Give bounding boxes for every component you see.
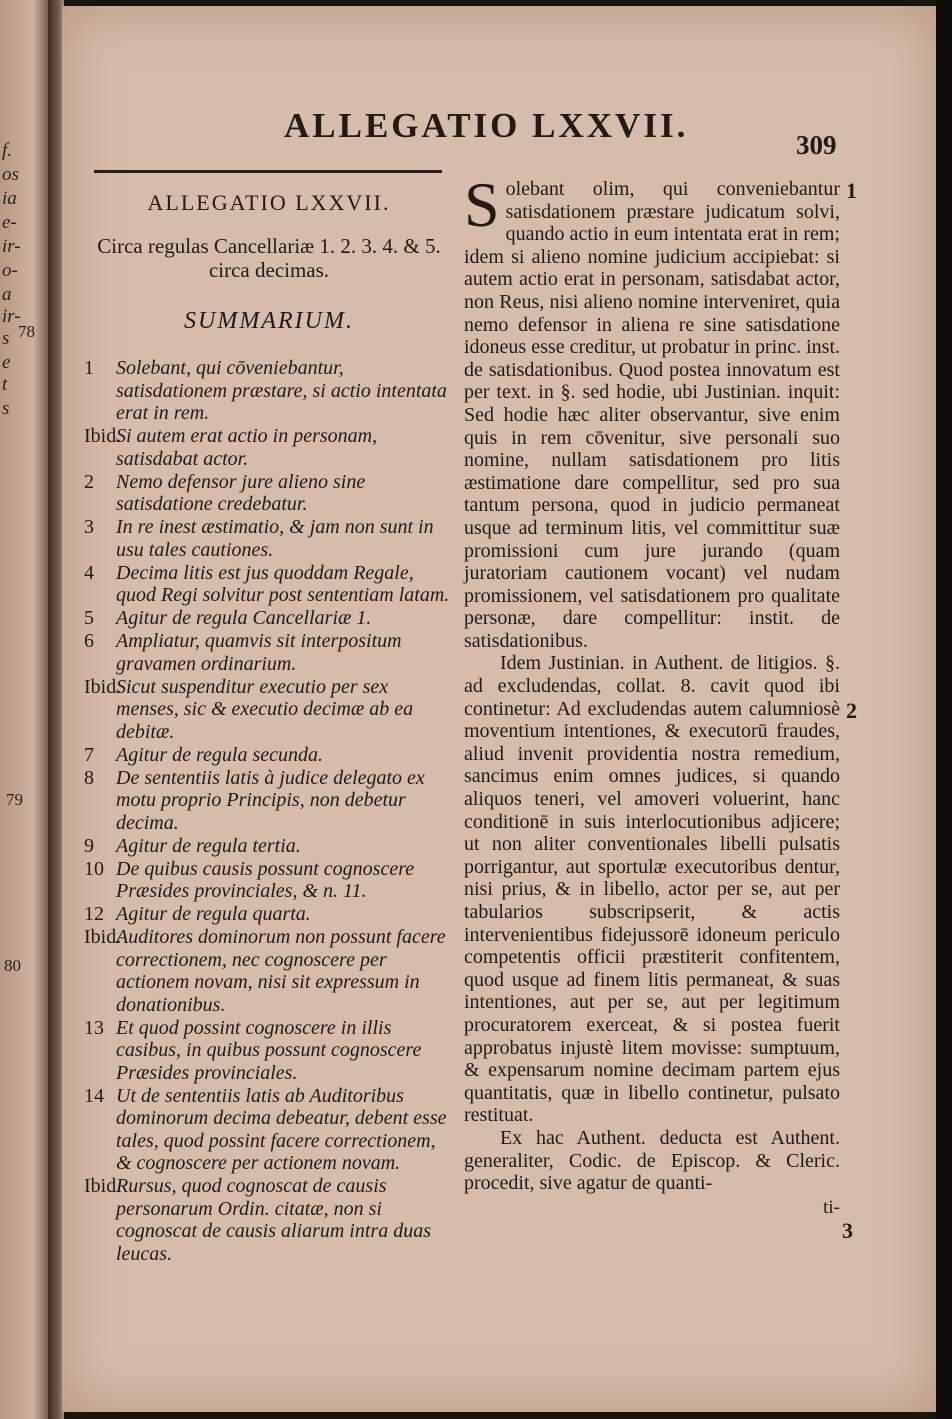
left-page-margin-number: 80 <box>4 956 21 975</box>
entry-text: De quibus causis possunt cognoscere Præsides provinciales, & n. 11. <box>116 857 415 902</box>
entry-number: 4 <box>84 561 94 584</box>
left-page-fragment: f. <box>2 140 13 161</box>
summary-entry <box>84 607 454 630</box>
summary-entry <box>84 676 454 744</box>
catchword: ti- <box>823 1196 840 1218</box>
summary-title: SUMMARIUM. <box>184 308 354 334</box>
entry-number: 2 <box>84 470 94 493</box>
entry-text: Auditores dominorum non possunt facere correctionem, nec cognoscere per actionem novam, nisi sit expressum in donationibus. <box>116 926 446 1016</box>
left-page-margin-number: 78 <box>18 322 35 341</box>
entry-number: 12 <box>84 903 104 925</box>
drop-cap: S <box>464 169 500 240</box>
left-page-margin-number: 79 <box>6 790 23 809</box>
header-rule <box>94 170 442 173</box>
left-page-fragment: t <box>2 374 8 395</box>
summary-entry <box>84 926 454 1016</box>
entry-text: Agitur de regula quarta. <box>116 903 311 925</box>
left-page-fragment: ia <box>2 188 17 209</box>
entry-number: 10 <box>84 857 104 880</box>
left-page-fragment: ir- <box>2 306 21 327</box>
entry-number: 9 <box>84 834 94 857</box>
chapter-subheading: Circa regulas Cancellariæ 1. 2. 3. 4. & 5. circa decimas. <box>97 234 441 282</box>
summary-entry <box>84 1085 454 1175</box>
entry-text: Decima litis est jus quoddam Regale, quod Regi solvitur post sententiam latam. <box>116 561 450 606</box>
entry-number: 7 <box>84 743 94 766</box>
summary-entry <box>84 562 454 607</box>
left-page-fragment: ir- <box>2 236 21 257</box>
summary-entry <box>84 471 454 516</box>
entry-number: 8 <box>84 766 94 789</box>
summary-entry <box>84 516 454 561</box>
entry-text: Agitur de regula secunda. <box>116 743 324 766</box>
summary-entry <box>84 767 454 835</box>
summary-entry <box>84 425 454 470</box>
left-page-fragment: o- <box>2 260 18 281</box>
entry-text: Ampliatur, quamvis sit interpositum gravamen ordinarium. <box>116 630 402 675</box>
left-page-fragment: e- <box>2 212 17 233</box>
paragraph: Idem Justinian. in Authent. de litigios. §. ad excludendas, collat. 8. cavit quod ibi continetur: Ad excludendas autem calumniosè moventium intentiones, & executorū fraudes, aliud invenit providentia nostra remedium, sancimus enim omnes judices, si quando aliquos teneri, vel amoveri voluerint, hanc conditionē in suis interlocutionibus adjicere; ut non aliter conventionales libelli pulsatis porrigantur, aut sportulæ executoribus dentur, nisi prius, & in libello, actor per se, aut per tabularios subscripserit, & actis intervenientibus fidejussorē idoneum periculo competentis officii præstiterit confitentem, quod usque ad finem litis permaneat, & suas intentiones, aut per se, aut per legitimum procuratorem exerceat, & si postea fuerit approbatus injustè litem movisse: sumptuum, & expensarum nomine decimam partem ejus quantitatis, quæ in libello continetur, pulsato restituat. <box>464 652 840 1127</box>
entry-number: Ibid. <box>84 1175 122 1197</box>
entry-text: Sicut suspenditur executio per sex menses, sic & executio decimæ ab ea debitæ. <box>116 675 414 743</box>
entry-text: Ut de sententiis latis ab Auditoribus dominorum decima debeatur, debent esse tales, quod possint facere correctionem, & cognoscere per actionem novam. <box>116 1084 447 1174</box>
summary-entry <box>84 835 454 858</box>
entry-text: De sententiis latis à judice delegato ex motu proprio Principis, non debetur decima. <box>116 766 425 834</box>
left-page-fragment: os <box>2 164 19 185</box>
summary-entry <box>84 630 454 675</box>
margin-number: 1 <box>846 178 857 203</box>
margin-number: 2 <box>846 698 857 723</box>
page-edge-shadow <box>936 0 952 1419</box>
summary-entry <box>84 744 454 767</box>
entry-text: Si autem erat actio in personam, satisdabat actor. <box>116 425 378 470</box>
entry-text: Et quod possint cognoscere in illis casibus, in quibus possunt cognoscere Præsides provinciales. <box>116 1016 422 1084</box>
margin-number: 3 <box>842 1218 853 1243</box>
facing-page-edge <box>0 0 48 1419</box>
entry-text: In re inest æstimatio, & jam non sunt in usu tales cautiones. <box>116 516 434 561</box>
entry-number: 3 <box>84 516 94 538</box>
entry-text: Agitur de regula Cancellariæ 1. <box>116 607 372 629</box>
page-number: 309 <box>796 130 837 160</box>
main-text-column <box>464 169 840 1219</box>
left-page-fragment: s <box>2 398 10 419</box>
summary-entry <box>84 858 454 903</box>
entry-number: 5 <box>84 607 94 629</box>
left-page-fragment: e <box>2 352 11 373</box>
entry-number: 1 <box>84 357 94 379</box>
book-page <box>62 6 938 1412</box>
entry-number: 13 <box>84 1016 104 1039</box>
entry-text: Nemo defensor jure alieno sine satisdatione credebatur. <box>116 470 366 515</box>
entry-text: Rursus, quod cognoscat de causis personarum Ordin. citatæ, non si cognoscat de causis aliarum intra duas leucas. <box>116 1175 431 1265</box>
chapter-heading: ALLEGATIO LXXVII. <box>147 190 391 215</box>
left-page-fragment: s <box>2 328 10 349</box>
summary-entry <box>84 1175 454 1265</box>
paragraph-text: olebant olim, qui conveniebantur satisdationem præstare judicatum solvi, quando actio in eum intentata erat in rem; idem si alieno nomine judicium accipiebat: si autem actio erat in personam, satisdabat actor, non Reus, nisi alieno nomine interveniret, quia nemo defensor in aliena re sine satisdatione idoneus esse creditur, ut probatur in princ. inst. de satisdationibus. Quod postea innovatum est per text. in §. sed hodie, ubi Justinian. inquit: Sed hodie hæc aliter observantur, sive enim quis in rem cōvenitur, sive personali suo nomine, nullam satisdationem pro litis æstimatione dare compellitur, sed pro sua tantum persona, quod in judicio permaneat usque ad terminum litis, vel committitur suæ promissioni cum jure jurando (quam juratoriam cautionem vocant) vel nudam promissionem, vel satisdationem pro qualitate personæ, dare compellitur: instit. de satisdationibus. <box>464 178 840 652</box>
summary-entry <box>84 1017 454 1085</box>
entry-number: Ibid. <box>84 425 122 447</box>
summary-entry <box>84 903 454 926</box>
entry-number: Ibid. <box>84 675 122 698</box>
entry-text: Solebant, qui cōveniebantur, satisdationem præstare, si actio intentata erat in rem. <box>116 357 447 424</box>
running-head: ALLEGATIO LXXVII. <box>284 106 689 145</box>
paragraph: Ex hac Authent. deducta est Authent. generaliter, Codic. de Episcop. & Cleric. procedit, sive agatur de quanti- <box>464 1126 840 1195</box>
entry-number: 14 <box>84 1084 104 1107</box>
entry-number: Ibid. <box>84 926 122 948</box>
summary-entry <box>84 357 454 425</box>
left-page-fragment: a <box>2 284 12 305</box>
paragraph <box>464 169 840 652</box>
entry-number: 6 <box>84 630 94 652</box>
entry-text: Agitur de regula tertia. <box>116 834 301 857</box>
summary-column <box>84 186 454 1266</box>
